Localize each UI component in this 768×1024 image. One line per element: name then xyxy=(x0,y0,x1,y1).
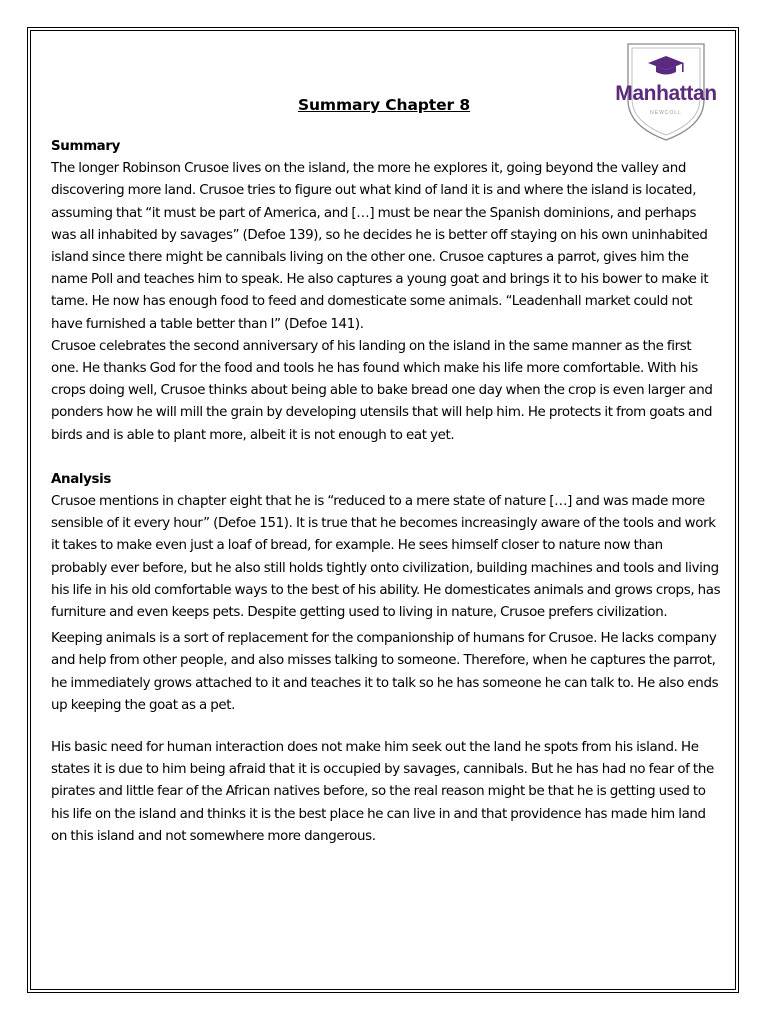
summary-paragraph: The longer Robinson Crusoe lives on the island, the more he explores it, going beyond the valley and discovering more land. Crusoe tries to figure out what kind of land it is and where the island is located, assuming that “it must be part of America, and […] must be near the Spanish dominions, and perhaps was all inhabited by savages” (Defoe 139), so he decides he is better off staying on his own uninhabited island since there might be cannibals living on the other one. Crusoe captures a parrot, gives him the name Poll and teaches him to speak. He also captures a young goat and brings it to his bower to make it tame. He now has enough food to feed and domesticate some animals. “Leadenhall market could not have furnished a table better than I” (Defoe 141). xyxy=(51,161,709,332)
document-body xyxy=(51,136,721,848)
logo-wordmark: Manhattan xyxy=(615,82,717,105)
manhattan-logo xyxy=(604,42,728,142)
page-title: Summary Chapter 8 xyxy=(297,96,471,114)
graduation-cap-icon xyxy=(648,56,684,75)
summary-heading: Summary xyxy=(51,139,121,154)
analysis-heading: Analysis xyxy=(51,471,111,487)
analysis-paragraph: Keeping animals is a sort of replacement for the companionship of humans for Crusoe. He lacks company and help from other people, and also misses talking to someone. Therefore, when he captures the parrot, he immediately grows attached to it and teaches it to talk so he has someone he can talk to. He also ends up keeping the goat as a pet. xyxy=(51,631,719,713)
analysis-paragraph: His basic need for human interaction does not make him seek out the land he spots from his island. He states it is due to him being afraid that it is occupied by savages, cannibals. But he has had no fear of the pirates and little fear of the African natives before, so the real reason might be that he is getting used to his life on the island and thinks it is the best place he can live in and that providence has made him land on this island and not somewhere more dangerous. xyxy=(51,740,714,844)
logo-subtext: NEWCOLL xyxy=(650,110,682,116)
summary-paragraph: Crusoe celebrates the second anniversary of his landing on the island in the same manner as the first one. He thanks God for the food and tools he has found which make his life more comfortable. With his crops doing well, Crusoe thinks about being able to bake bread one day when the crop is even larger and ponders how he will mill the grain by developing utensils that will help him. He protects it from goats and birds and is able to plant more, albeit it is not enough to eat yet. xyxy=(51,338,713,443)
analysis-paragraph: Crusoe mentions in chapter eight that he is “reduced to a mere state of nature […] and was made more sensible of it every hour” (Defoe 151). It is true that he becomes increasingly aware of the tools and work it takes to make even just a loaf of bread, for example. He sees himself closer to nature now than probably ever before, but he also still holds tightly onto civilization, building machines and tools and living his life in his old comfortable ways to the best of his ability. He domesticates animals and grows crops, has furniture and even keeps pets. Despite getting used to living in nature, Crusoe prefers civilization. xyxy=(51,494,721,621)
